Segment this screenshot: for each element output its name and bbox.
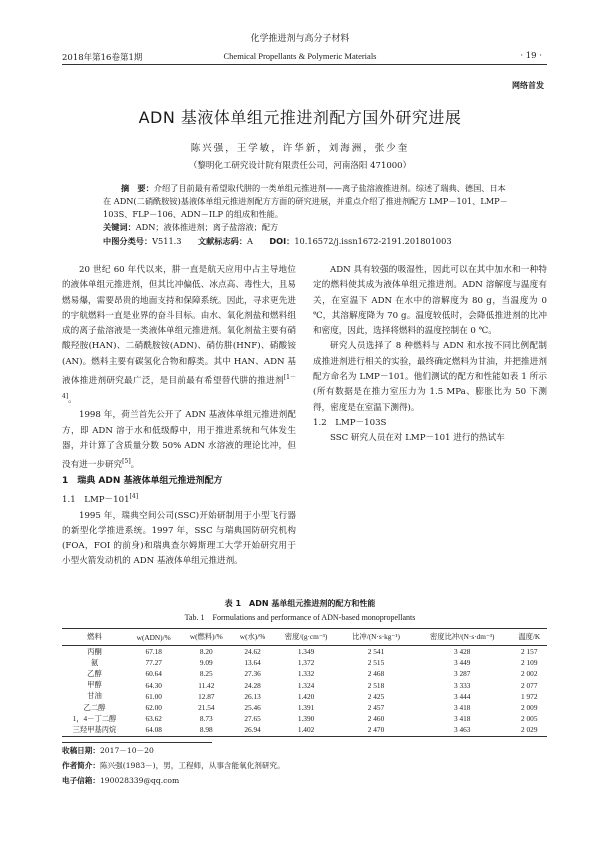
table-cell: 26.94 — [232, 724, 273, 736]
table-cell: 11.42 — [198, 680, 215, 690]
table-cell: 3 333 — [454, 680, 471, 690]
table-row — [62, 724, 547, 736]
table-cell: 3 463 — [413, 724, 512, 736]
table-header-cell: w(ADN)/% — [127, 629, 180, 646]
table-cell: 3 418 — [454, 703, 471, 713]
table-header-cell: 燃料 — [62, 629, 127, 646]
table-cell: 1.332 — [297, 669, 315, 679]
header-rule — [62, 64, 547, 65]
paragraph-lmp103s: SSC 研究人员在对 LMP－101 进行的热试车 — [330, 433, 505, 444]
authors: 陈兴强，王学敏，许华新，刘海洲，张少奎 — [190, 143, 410, 154]
paragraph-fuel-selection: 研究人员选择了 8 种燃料与 ADN 和水按不同比例配制成推进剂进行相关的实验，最终确定燃料为甘油，并把推进剂配方命名为 LMP－101。他们测试的配方和性能如表 1 所示(所有数据是在推力室压力为 1.5 MPa、膨胀比为 50 下测得，密度是在室温下测得)。 — [313, 341, 547, 413]
footnote-author-bio — [62, 760, 285, 771]
table-header-cell: w(燃料)/% — [180, 629, 232, 646]
table-cell: 2 109 — [521, 658, 538, 668]
table-cell: 8.20 — [199, 647, 213, 657]
table-header-cell: 温度/K — [512, 629, 547, 646]
fuel-name-cell: 1，4－丁二醇 — [72, 713, 117, 723]
citation-4: [4] — [129, 493, 139, 501]
table-cell: 1.390 — [297, 714, 315, 724]
table-cell: 64.08 — [127, 724, 180, 736]
table-row — [62, 691, 547, 702]
footnote-received — [62, 745, 154, 756]
table-header-cell: 比冲/(N·s·kg⁻¹) — [339, 629, 413, 646]
journal-name-cn: 化学推进剂与高分子材料 — [250, 34, 350, 44]
table-cell: 26.13 — [244, 691, 261, 701]
table-body — [62, 646, 547, 737]
table-header-cell: 密度比冲/(N·s·dm⁻³) — [413, 629, 512, 646]
formulation-table — [62, 628, 547, 737]
citation-1-4: [1－4] — [62, 374, 296, 401]
table-cell: 27.65 — [244, 714, 261, 724]
affiliation: （黎明化工研究设计院有限责任公司，河南洛阳 471000） — [188, 161, 412, 171]
table-row — [62, 668, 547, 679]
email-address: 190028339@qq.com — [99, 776, 180, 785]
table-cell: 27.36 — [244, 669, 261, 679]
table-cell: 2 425 — [367, 691, 385, 701]
footnote-rule — [62, 742, 212, 743]
table-cell: 2 468 — [367, 669, 385, 679]
table-cell: 2 002 — [521, 669, 538, 679]
table-row — [62, 657, 547, 668]
table-cell: 1.324 — [297, 680, 315, 690]
table-cell: 21.54 — [198, 703, 215, 713]
table-cell: 1.402 — [273, 724, 339, 736]
table-cell: 3 449 — [454, 658, 471, 668]
table-cell: 2 005 — [521, 714, 538, 724]
abstract-label: 摘 要： — [121, 183, 154, 193]
fuel-name-cell: 乙醇 — [87, 668, 102, 678]
email-label: 电子信箱： — [62, 776, 100, 785]
table-cell: 2 077 — [521, 680, 538, 690]
table-caption-cn: 表 1 ADN 基单组元推进剂的配方和性能 — [224, 599, 376, 608]
page-number: · 19 · — [520, 51, 542, 61]
paragraph-intro-2-text: 1998 年，荷兰首先公开了 ADN 基液体单组元推进剂配方，即 ADN 溶于水和低级醇中，用于推进系统和气体发生器，并计算了含质量分数 50% ADN 水溶液的理论比冲，但没有进一步研究 — [62, 410, 296, 471]
table-cell: 2 541 — [367, 647, 385, 657]
fuel-name-cell: 氨 — [90, 657, 99, 667]
table-cell: 24.62 — [244, 647, 261, 657]
paragraph-intro-1-end: 。 — [68, 395, 77, 406]
table-cell: 8.73 — [199, 714, 213, 724]
table-cell: 24.28 — [244, 680, 261, 690]
subsection-heading-1-2: 1.2 LMP－103S — [313, 417, 387, 428]
table-cell: 62.00 — [145, 703, 162, 713]
doc-code-value: A — [247, 236, 253, 246]
table-cell: 2 515 — [367, 658, 385, 668]
body-column-left — [62, 263, 296, 570]
fuel-name-cell: 乙二醇 — [83, 702, 106, 712]
subsection-1-1-title: 1.1 LMP－101 — [62, 495, 130, 506]
paragraph-adn-solubility: ADN 具有较强的吸湿性，因此可以在其中加水和一种特定的燃料使其成为液体单组元推进剂。ADN 溶解度与温度有关，在室温下 ADN 在水中的溶解度为 80 g，当温度为 0 ℃，其溶解度降为 70 g。温度较低时，会降低推进剂的比冲和密度，因此，选择将燃料的温度控制在 0 ℃。 — [313, 265, 547, 337]
keywords-label: 关键词： — [103, 222, 136, 232]
table-row — [62, 713, 547, 724]
doi-label: DOI： — [269, 236, 295, 246]
received-label: 收稿日期： — [62, 746, 100, 755]
section-heading-1: 1 瑞典 ADN 基液体单组元推进剂配方 — [62, 476, 223, 487]
table-cell: 1 972 — [521, 691, 538, 701]
abstract-text: 介绍了目前最有希望取代肼的一类单组元推进剂——离子盐溶液推进剂。综述了瑞典、德国、日本在 ADN(二硝酰胺铵)基液体单组元推进剂配方方面的研究进展，并重点介绍了推进剂配方 LMP－101、LMP－103S、FLP－106、ADN－ILP 的组成和性能。 — [103, 183, 508, 220]
paragraph-intro-1 — [62, 263, 296, 408]
fuel-name-cell: 甘油 — [87, 691, 102, 701]
table-cell: 67.18 — [145, 647, 162, 657]
abstract — [103, 182, 508, 222]
table-cell: 1.372 — [297, 658, 315, 668]
fuel-name-cell: 甲醇 — [87, 680, 102, 690]
paragraph-intro-1-text: 20 世纪 60 年代以来，肼一直是航天应用中占主导地位的液体单组元推进剂，但其比冲偏低、冰点高、毒性大，且易燃易爆，需要昂贵的地面支持和保障系统。因此，寻求更先进的宇航燃料一直是业界的奋斗目标。由水、氧化剂盐和燃料组成的离子盐溶液是一类液体单组元推进剂。氧化剂盐主要有硝酸羟胺(HAN)、二硝酰胺铵(ADN)、硝仿肼(HNF)、硝酸铵(AN)。燃料主要有碳氢化合物和醇类。其中 HAN、ADN 基液体推进剂研究最广泛，是目前最有希望替代肼的推进剂 — [62, 265, 296, 386]
table-cell: 13.64 — [244, 658, 261, 668]
issue-info: 2018年第16卷第1期 — [62, 53, 143, 63]
table-cell: 2 460 — [367, 714, 385, 724]
keywords — [103, 222, 278, 233]
paragraph-intro-2 — [62, 408, 296, 473]
table-header-cell: w(水)/% — [232, 629, 273, 646]
table-cell: 2 457 — [367, 703, 385, 713]
table-cell: 3 444 — [454, 691, 471, 701]
received-date: 2017－10－20 — [99, 746, 154, 755]
table-cell: 3 428 — [454, 647, 471, 657]
table-cell: 3 287 — [454, 669, 471, 679]
citation-5: [5] — [122, 458, 131, 466]
table-cell: 2 518 — [367, 680, 385, 690]
table-cell: 9.09 — [199, 658, 213, 668]
table-header-cell: 密度/(g·cm⁻³) — [273, 629, 339, 646]
table-caption-en: Tab. 1 Formulations and performance of ADN-based monopropellants — [184, 613, 416, 622]
bio-text: 陈兴强(1983－)，男，工程师，从事含能氧化剂研究。 — [99, 761, 285, 770]
bio-label: 作者简介： — [62, 761, 100, 770]
table-cell: 8.25 — [199, 669, 213, 679]
table-cell: 2 029 — [512, 724, 547, 736]
paragraph-ssc-1995: 1995 年，瑞典空间公司(SSC)开始研制用于小型飞行器的新型化学推进系统。1997 年，SSC 与瑞典国防研究机构(FOA，FOI 的前身)和瑞典查尔姆斯理工大学开始研究用于小型火箭发动机的 ADN 基液体单组元推进剂。 — [62, 510, 296, 567]
doi-value: 10.16572/j.issn1672-2191.201801003 — [294, 236, 452, 246]
table-cell: 1.391 — [297, 703, 315, 713]
doc-code-label: 文献标志码： — [197, 236, 248, 246]
table-cell: 61.00 — [145, 691, 162, 701]
fuel-name-cell: 丙酮 — [87, 646, 102, 656]
table-cell: 2 470 — [339, 724, 413, 736]
body-column-right — [313, 263, 547, 447]
table-cell: 60.64 — [145, 669, 162, 679]
table-cell: 1.420 — [297, 691, 315, 701]
classification-line — [103, 236, 452, 247]
table-cell: 2 009 — [521, 703, 538, 713]
keywords-text: ADN；液体推进剂；离子盐溶液；配方 — [135, 222, 279, 232]
online-first-tag: 网络首发 — [512, 81, 544, 90]
table-row — [62, 702, 547, 713]
clc-value: V511.3 — [152, 236, 182, 246]
footnote-email — [62, 775, 179, 786]
subsection-heading-1-1 — [62, 489, 296, 508]
table-cell: 12.87 — [198, 691, 215, 701]
table-cell: 63.62 — [145, 714, 162, 724]
table-cell: 1.349 — [297, 647, 315, 657]
table-cell: 2 157 — [521, 647, 538, 657]
table-cell: 8.98 — [180, 724, 232, 736]
table-cell: 3 418 — [454, 714, 471, 724]
paragraph-intro-2-end: 。 — [130, 460, 140, 471]
fuel-name-cell: 三羟甲基丙烷 — [62, 724, 127, 736]
table-row — [62, 646, 547, 658]
journal-name-en: Chemical Propellants & Polymeric Materials — [223, 51, 377, 61]
paper-title: ADN 基液体单组元推进剂配方国外研究进展 — [138, 108, 462, 127]
table-cell: 64.30 — [145, 680, 162, 690]
table-cell: 77.27 — [145, 658, 162, 668]
table-header-row — [62, 629, 547, 646]
table-cell: 25.46 — [244, 703, 261, 713]
clc-label: 中图分类号： — [103, 236, 153, 246]
table-row — [62, 680, 547, 691]
